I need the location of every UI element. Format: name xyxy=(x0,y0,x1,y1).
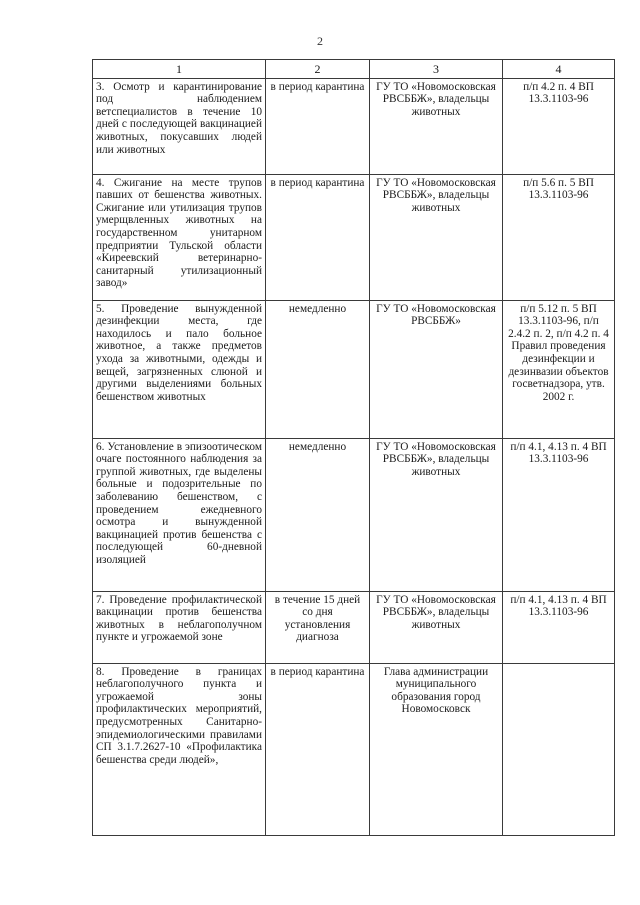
measure-cell: 3. Осмотр и карантинирование под наблюдением ветспециалистов в течение 10 дней с последующей вакцинацией животных, покусавших людей или животных xyxy=(93,78,266,174)
page-number: 2 xyxy=(317,34,323,48)
measure-cell: 6. Установление в эпизоотическом очаге постоянного наблюдения за группой животных, где выделены больные и подозрительные по заболеванию бешенством, с проведением ежедневного осмотра и вынужденной вакцинацией против бешенства с последующей 60-дневной изоляцией xyxy=(93,438,266,591)
executor-cell: ГУ ТО «Новомосковская РВСББЖ», владельцы животных xyxy=(370,591,503,663)
column-header-3: 3 xyxy=(370,60,503,79)
deadline-cell: в течение 15 дней со дня установления диагноза xyxy=(266,591,370,663)
table-row xyxy=(93,300,615,438)
measures-table xyxy=(92,59,615,836)
measure-cell: 7. Проведение профилактической вакцинации против бешенства животных в неблагополучном пункте и угрожаемой зоне xyxy=(93,591,266,663)
basis-cell: п/п 4.1, 4.13 п. 4 ВП 13.3.1103-96 xyxy=(503,591,615,663)
table-row xyxy=(93,438,615,591)
deadline-cell: в период карантина xyxy=(266,663,370,835)
table-row xyxy=(93,663,615,835)
executor-cell: ГУ ТО «Новомосковская РВСББЖ» xyxy=(370,300,503,438)
basis-cell: п/п 5.12 п. 5 ВП 13.3.1103-96, п/п 2.4.2 п. 2, п/п 4.2 п. 4 Правил проведения дезинфекции и дезинвазии объектов госветнадзора, утв. 2002 г. xyxy=(503,300,615,438)
measure-cell: 4. Сжигание на месте трупов павших от бешенства животных. Сжигание или утилизация трупов умерщвленных животных на государственном унитарном предприятии Тульской области «Киреевский ветеринарно-санитарный утилизационный завод» xyxy=(93,174,266,300)
basis-cell: п/п 4.1, 4.13 п. 4 ВП 13.3.1103-96 xyxy=(503,438,615,591)
table-row xyxy=(93,591,615,663)
column-header-4: 4 xyxy=(503,60,615,79)
basis-cell: п/п 4.2 п. 4 ВП 13.3.1103-96 xyxy=(503,78,615,174)
deadline-cell: немедленно xyxy=(266,300,370,438)
deadline-cell: в период карантина xyxy=(266,174,370,300)
table-header-row xyxy=(93,60,615,79)
table-row xyxy=(93,78,615,174)
measure-cell: 5. Проведение вынужденной дезинфекции места, где находилось и пало больное животное, а также предметов ухода за животными, одежды и вещей, загрязненных слюной и другими выделениями больных бешенством животных xyxy=(93,300,266,438)
basis-cell xyxy=(503,663,615,835)
measure-cell: 8. Проведение в границах неблагополучного пункта и угрожаемой зоны профилактических мероприятий, предусмотренных Санитарно-эпидемиологическими правилами СП 3.1.7.2627-10 «Профилактика бешенства среди людей», xyxy=(93,663,266,835)
deadline-cell: немедленно xyxy=(266,438,370,591)
executor-cell: ГУ ТО «Новомосковская РВСББЖ», владельцы животных xyxy=(370,438,503,591)
column-header-1: 1 xyxy=(93,60,266,79)
executor-cell: ГУ ТО «Новомосковская РВСББЖ», владельцы животных xyxy=(370,78,503,174)
basis-cell: п/п 5.6 п. 5 ВП 13.3.1103-96 xyxy=(503,174,615,300)
executor-cell: ГУ ТО «Новомосковская РВСББЖ», владельцы животных xyxy=(370,174,503,300)
deadline-cell: в период карантина xyxy=(266,78,370,174)
executor-cell: Глава администрации муниципального образования город Новомосковск xyxy=(370,663,503,835)
column-header-2: 2 xyxy=(266,60,370,79)
table-row xyxy=(93,174,615,300)
